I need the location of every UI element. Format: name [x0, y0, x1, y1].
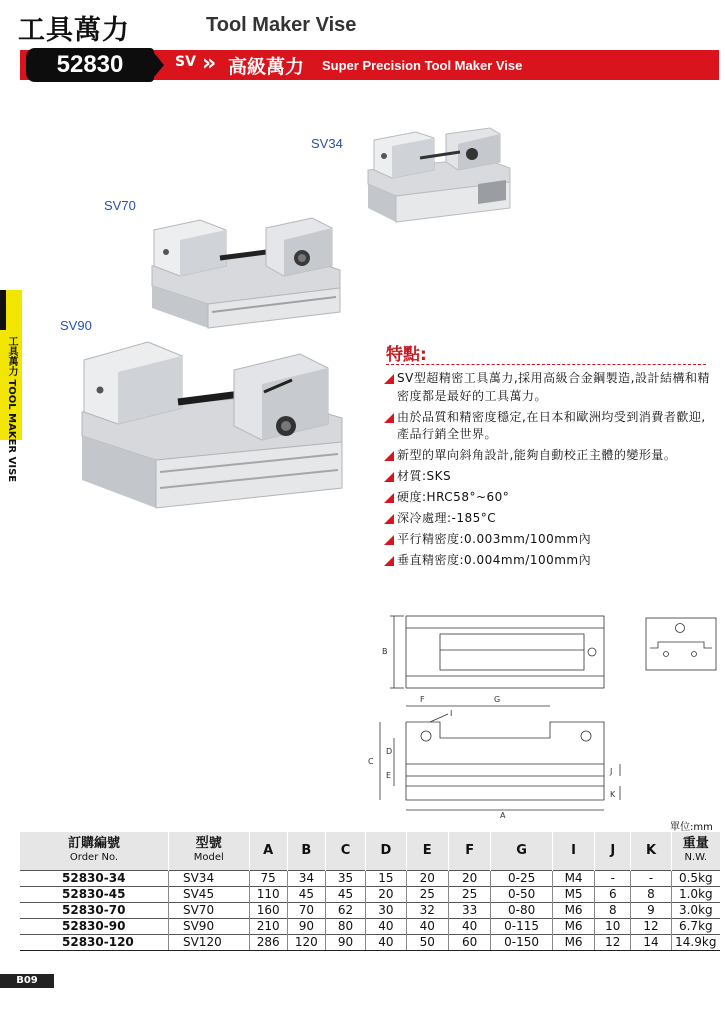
- cell-a: 286: [249, 934, 287, 950]
- col-f: F: [448, 832, 490, 870]
- cell-e: 40: [406, 918, 448, 934]
- cell-a: 210: [249, 918, 287, 934]
- double-chevron-icon: »: [202, 51, 217, 76]
- features-divider: [386, 364, 706, 365]
- subtitle-cn: 高級萬力: [228, 56, 305, 78]
- subtitle-en: Super Precision Tool Maker Vise: [322, 58, 523, 73]
- page-title-en: Tool Maker Vise: [206, 14, 357, 36]
- cell-i: M6: [552, 902, 594, 918]
- features-title: 特點:: [386, 345, 427, 365]
- feature-item: 平行精密度:0.003mm/100mm內: [384, 531, 714, 549]
- cell-g: 0-50: [491, 886, 553, 902]
- model-label-sv90: SV90: [60, 318, 92, 333]
- bullet-triangle-icon: [384, 413, 394, 423]
- product-code-badge-arrow: [150, 48, 164, 82]
- side-tab-marker: [0, 290, 6, 330]
- col-e: E: [406, 832, 448, 870]
- col-a: A: [249, 832, 287, 870]
- cell-model: SV120: [168, 934, 249, 950]
- product-code-badge: 52830: [26, 48, 154, 82]
- cell-order: 52830-120: [20, 934, 168, 950]
- features-list: [384, 370, 714, 573]
- cell-e: 20: [406, 870, 448, 886]
- dim-label-i: I: [450, 709, 453, 718]
- cell-model: SV90: [168, 918, 249, 934]
- feature-item: 垂直精密度:0.004mm/100mm內: [384, 552, 714, 570]
- bullet-triangle-icon: [384, 374, 394, 384]
- cell-i: M4: [552, 870, 594, 886]
- feature-item: SV型超精密工具萬力,採用高級合金鋼製造,設計結構和精密度都是最好的工具萬力。: [384, 370, 714, 405]
- cell-b: 34: [287, 870, 325, 886]
- bullet-triangle-icon: [384, 556, 394, 566]
- dim-label-g: G: [494, 695, 501, 704]
- cell-order: 52830-90: [20, 918, 168, 934]
- bullet-triangle-icon: [384, 514, 394, 524]
- cell-f: 25: [448, 886, 490, 902]
- cell-w: 14.9kg: [671, 934, 720, 950]
- cell-a: 110: [249, 886, 287, 902]
- dim-label-b: B: [382, 647, 388, 656]
- cell-k: -: [631, 870, 671, 886]
- cell-i: M5: [552, 886, 594, 902]
- page-number: B09: [0, 974, 54, 988]
- cell-c: 62: [325, 902, 365, 918]
- cell-k: 12: [631, 918, 671, 934]
- cell-b: 90: [287, 918, 325, 934]
- dim-label-d: D: [386, 747, 393, 756]
- cell-d: 30: [366, 902, 406, 918]
- cell-j: -: [595, 870, 631, 886]
- cell-i: M6: [552, 934, 594, 950]
- cell-a: 160: [249, 902, 287, 918]
- cell-e: 25: [406, 886, 448, 902]
- vise-image-sv90: [78, 332, 348, 514]
- cell-j: 6: [595, 886, 631, 902]
- cell-model: SV70: [168, 902, 249, 918]
- col-model: 型號 Model: [168, 832, 249, 870]
- spec-table: [20, 832, 720, 951]
- col-j: J: [595, 832, 631, 870]
- cell-f: 40: [448, 918, 490, 934]
- bullet-triangle-icon: [384, 535, 394, 545]
- cell-c: 80: [325, 918, 365, 934]
- cell-order: 52830-45: [20, 886, 168, 902]
- table-row: [20, 918, 720, 934]
- cell-g: 0-80: [491, 902, 553, 918]
- col-k: K: [631, 832, 671, 870]
- table-row: [20, 886, 720, 902]
- dim-label-c: C: [368, 757, 374, 766]
- cell-w: 3.0kg: [671, 902, 720, 918]
- bullet-triangle-icon: [384, 493, 394, 503]
- col-order: 訂購編號 Order No.: [20, 832, 168, 870]
- vise-image-sv34: [360, 118, 520, 230]
- table-row: [20, 934, 720, 950]
- cell-model: SV45: [168, 886, 249, 902]
- cell-b: 120: [287, 934, 325, 950]
- cell-d: 20: [366, 886, 406, 902]
- cell-j: 12: [595, 934, 631, 950]
- dim-label-e: E: [386, 771, 392, 780]
- cell-w: 0.5kg: [671, 870, 720, 886]
- cell-w: 6.7kg: [671, 918, 720, 934]
- table-header-row: [20, 832, 720, 870]
- cell-g: 0-150: [491, 934, 553, 950]
- cell-w: 1.0kg: [671, 886, 720, 902]
- cell-d: 40: [366, 918, 406, 934]
- col-d: D: [366, 832, 406, 870]
- cell-c: 90: [325, 934, 365, 950]
- cell-k: 14: [631, 934, 671, 950]
- dim-label-a: A: [500, 811, 506, 820]
- feature-item: 由於品質和精密度穩定,在日本和歐洲均受到消費者歡迎,產品行銷全世界。: [384, 409, 714, 444]
- cell-j: 10: [595, 918, 631, 934]
- cell-f: 60: [448, 934, 490, 950]
- cell-order: 52830-70: [20, 902, 168, 918]
- cell-b: 45: [287, 886, 325, 902]
- series-label: SV: [175, 54, 196, 70]
- dim-label-k: K: [610, 790, 616, 799]
- unit-label: 單位:mm: [670, 822, 713, 833]
- dim-label-j: J: [610, 767, 613, 776]
- page-title-cn: 工具萬力: [18, 15, 130, 46]
- cell-g: 0-115: [491, 918, 553, 934]
- cell-e: 32: [406, 902, 448, 918]
- model-label-sv70: SV70: [104, 198, 136, 213]
- cell-d: 15: [366, 870, 406, 886]
- bullet-triangle-icon: [384, 472, 394, 482]
- cell-c: 35: [325, 870, 365, 886]
- table-body: [20, 870, 720, 950]
- vise-image-sv70: [148, 196, 344, 332]
- cell-k: 8: [631, 886, 671, 902]
- cell-j: 8: [595, 902, 631, 918]
- col-g: G: [491, 832, 553, 870]
- cell-f: 33: [448, 902, 490, 918]
- cell-i: M6: [552, 918, 594, 934]
- cell-f: 20: [448, 870, 490, 886]
- cell-model: SV34: [168, 870, 249, 886]
- dim-label-f: F: [420, 695, 425, 704]
- cell-c: 45: [325, 886, 365, 902]
- col-b: B: [287, 832, 325, 870]
- feature-item: 深冷處理:-185°C: [384, 510, 714, 528]
- table-row: [20, 870, 720, 886]
- col-c: C: [325, 832, 365, 870]
- feature-item: 材質:SKS: [384, 468, 714, 486]
- table-row: [20, 902, 720, 918]
- bullet-triangle-icon: [384, 451, 394, 461]
- feature-item: 新型的單向斜角設計,能夠自動校正主體的變形量。: [384, 447, 714, 465]
- model-label-sv34: SV34: [311, 136, 343, 151]
- cell-g: 0-25: [491, 870, 553, 886]
- cell-e: 50: [406, 934, 448, 950]
- feature-item: 硬度:HRC58°~60°: [384, 489, 714, 507]
- col-i: I: [552, 832, 594, 870]
- cell-b: 70: [287, 902, 325, 918]
- cell-d: 40: [366, 934, 406, 950]
- side-tab-label: 工具萬力 TOOL MAKER VISE: [6, 336, 17, 483]
- cell-a: 75: [249, 870, 287, 886]
- col-weight: 重量 N.W.: [682, 835, 709, 863]
- cell-k: 9: [631, 902, 671, 918]
- cell-order: 52830-34: [20, 870, 168, 886]
- dimension-drawing: [360, 604, 720, 822]
